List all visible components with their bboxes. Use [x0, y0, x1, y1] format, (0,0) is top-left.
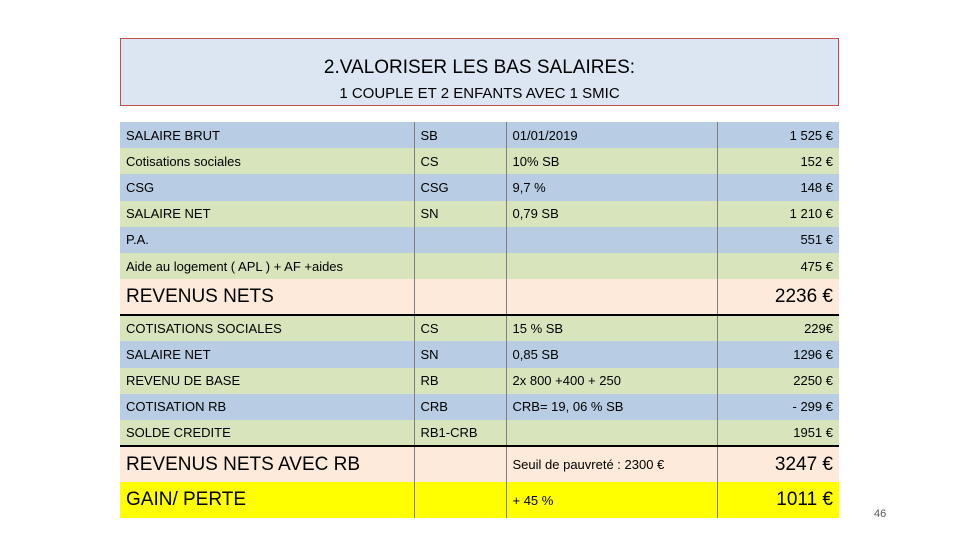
row-label: COTISATION RB: [120, 394, 414, 420]
table-row: [120, 201, 839, 227]
row-amount: 152 €: [717, 148, 839, 174]
title-box: [120, 38, 839, 106]
row-label: SALAIRE NET: [120, 201, 414, 227]
row-code: SN: [414, 341, 506, 367]
row-label: COTISATIONS SOCIALES: [120, 315, 414, 341]
row-amount: - 299 €: [717, 394, 839, 420]
table-row: [120, 394, 839, 420]
poverty-threshold: Seuil de pauvreté : 2300 €: [506, 446, 717, 482]
row-code: [414, 482, 506, 518]
table-row: [120, 315, 839, 341]
row-detail: CRB= 19, 06 % SB: [506, 394, 717, 420]
row-detail: 0,79 SB: [506, 201, 717, 227]
row-code: CS: [414, 148, 506, 174]
row-code: SN: [414, 201, 506, 227]
row-code: [414, 279, 506, 315]
salary-table: [120, 122, 839, 518]
row-label: GAIN/ PERTE: [120, 482, 414, 518]
row-detail: 15 % SB: [506, 315, 717, 341]
page-number: 46: [874, 508, 887, 520]
table-row: [120, 174, 839, 200]
row-amount: 1 210 €: [717, 201, 839, 227]
row-code: RB: [414, 368, 506, 394]
row-detail: 01/01/2019: [506, 122, 717, 148]
table-row: [120, 368, 839, 394]
gain-percent: + 45 %: [506, 482, 717, 518]
slide-subtitle: 1 COUPLE ET 2 ENFANTS AVEC 1 SMIC: [339, 85, 620, 102]
table-row: [120, 341, 839, 367]
row-amount: 2250 €: [717, 368, 839, 394]
row-detail: [506, 253, 717, 279]
row-label: SALAIRE NET: [120, 341, 414, 367]
row-label: SALAIRE BRUT: [120, 122, 414, 148]
row-amount: 148 €: [717, 174, 839, 200]
row-detail: 2x 800 +400 + 250: [506, 368, 717, 394]
table-row: [120, 122, 839, 148]
row-label: Aide au logement ( APL ) + AF +aides: [120, 253, 414, 279]
row-amount: 1011 €: [717, 482, 839, 518]
row-code: [414, 227, 506, 253]
row-amount: 1951 €: [717, 420, 839, 446]
row-code: CRB: [414, 394, 506, 420]
table-row: [120, 253, 839, 279]
row-label: REVENUS NETS AVEC RB: [120, 446, 414, 482]
table-row: [120, 227, 839, 253]
table-row-gain: [120, 482, 839, 518]
row-code: CSG: [414, 174, 506, 200]
row-detail: [506, 420, 717, 446]
row-amount: 475 €: [717, 253, 839, 279]
row-amount: 3247 €: [717, 446, 839, 482]
row-code: [414, 253, 506, 279]
table-row: [120, 420, 839, 446]
row-amount: 229€: [717, 315, 839, 341]
row-label: REVENU DE BASE: [120, 368, 414, 394]
row-amount: 2236 €: [717, 279, 839, 315]
row-amount: 551 €: [717, 227, 839, 253]
row-code: CS: [414, 315, 506, 341]
row-label: SOLDE CREDITE: [120, 420, 414, 446]
row-code: SB: [414, 122, 506, 148]
row-detail: 9,7 %: [506, 174, 717, 200]
row-label: P.A.: [120, 227, 414, 253]
table-row: [120, 148, 839, 174]
row-detail: 10% SB: [506, 148, 717, 174]
row-detail: [506, 227, 717, 253]
slide-title: 2.VALORISER LES BAS SALAIRES:: [323, 57, 636, 78]
row-code: RB1-CRB: [414, 420, 506, 446]
row-detail: [506, 279, 717, 315]
row-code: [414, 446, 506, 482]
table-row-total: [120, 279, 839, 315]
row-amount: 1 525 €: [717, 122, 839, 148]
row-label: REVENUS NETS: [120, 279, 414, 315]
row-detail: 0,85 SB: [506, 341, 717, 367]
row-label: CSG: [120, 174, 414, 200]
row-amount: 1296 €: [717, 341, 839, 367]
table-row-total: [120, 446, 839, 482]
row-label: Cotisations sociales: [120, 148, 414, 174]
